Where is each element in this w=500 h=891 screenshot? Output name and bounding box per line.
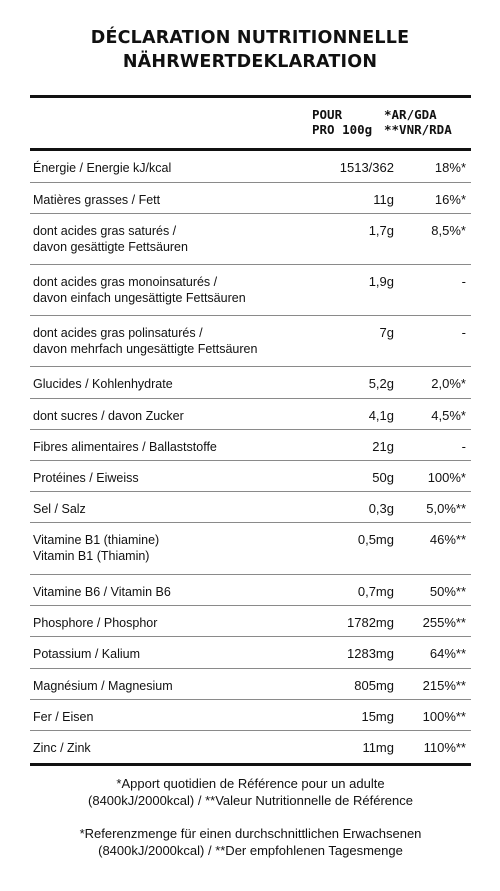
nutrient-amount: 11mg — [362, 740, 394, 755]
table-row — [30, 265, 471, 316]
table-row — [30, 637, 471, 669]
nutrient-label — [33, 325, 257, 357]
title-french: DÉCLARATION NUTRITIONNELLE — [90, 28, 410, 48]
nutrient-label — [33, 615, 157, 631]
nutrient-label-line1: Fibres alimentaires / Ballaststoffe — [33, 440, 217, 454]
nutrient-reference-percent: 50%** — [429, 584, 466, 599]
nutrient-label-line1: Protéines / Eiweiss — [33, 471, 139, 485]
footnote-french-line1: *Apport quotidien de Référence pour un adulte — [116, 776, 385, 791]
nutrient-reference-percent: - — [461, 325, 466, 340]
nutrient-amount: 7g — [379, 325, 394, 340]
nutrient-label-line1: Vitamine B6 / Vitamin B6 — [33, 585, 171, 599]
nutrient-reference-percent: 2,0%* — [431, 376, 466, 391]
nutrient-label-line1: Matières grasses / Fett — [33, 193, 161, 207]
nutrient-label-line2: davon mehrfach ungesättigte Fettsäuren — [33, 342, 258, 356]
table-row — [30, 316, 471, 367]
nutrient-label — [33, 376, 173, 392]
nutrient-reference-percent: - — [461, 274, 466, 289]
nutrient-amount: 1513/362 — [339, 160, 394, 175]
nutrient-amount: 1,9g — [368, 274, 394, 289]
title-german: NÄHRWERTDEKLARATION — [122, 52, 378, 72]
nutrient-reference-percent: 46%** — [429, 532, 466, 547]
nutrient-label — [33, 192, 160, 208]
nutrient-label-line2: Vitamin B1 (Thiamin) — [33, 549, 150, 563]
nutrient-amount: 0,5mg — [357, 532, 394, 547]
nutrient-label-line1: dont acides gras monoinsaturés / — [33, 275, 218, 289]
top-rule — [30, 95, 471, 98]
nutrient-label — [33, 408, 184, 424]
nutrient-reference-percent: 8,5%* — [431, 223, 466, 238]
nutrient-label-line1: Vitamine B1 (thiamine) — [33, 533, 160, 547]
nutrient-reference-percent: 5,0%** — [426, 501, 466, 516]
column-header-per-line1: POUR — [312, 107, 343, 122]
nutrient-reference-percent: - — [461, 439, 466, 454]
nutrient-label-line1: Zinc / Zink — [33, 741, 91, 755]
footnote-german-line2: (8400kJ/2000kcal) / **Der empfohlenen Tagesmenge — [98, 843, 403, 858]
nutrient-label — [33, 740, 91, 756]
table-row — [30, 214, 471, 265]
nutrient-amount: 5,2g — [368, 376, 394, 391]
nutrient-label — [33, 646, 140, 662]
footnote-german-line1: *Referenzmenge für einen durchschnittlichen Erwachsenen — [79, 826, 422, 841]
column-header-per-line2: PRO 100g — [312, 122, 373, 137]
nutrient-label — [33, 678, 173, 694]
nutrient-reference-percent: 18%* — [434, 160, 466, 175]
footnote-german — [30, 825, 471, 859]
nutrient-reference-percent: 110%** — [423, 740, 466, 755]
nutrient-reference-percent: 255%** — [422, 615, 466, 630]
nutrient-label-line1: dont acides gras saturés / — [33, 224, 177, 238]
table-row — [30, 575, 471, 606]
nutrient-label-line1: Fer / Eisen — [33, 710, 94, 724]
nutrient-label — [33, 532, 159, 564]
nutrient-amount: 1283mg — [347, 646, 394, 661]
nutrient-label-line1: Potassium / Kalium — [33, 647, 140, 661]
bottom-rule — [30, 763, 471, 766]
nutrient-label — [33, 501, 86, 517]
nutrient-label — [33, 160, 171, 176]
column-header-ref-line2: **VNR/RDA — [384, 122, 452, 137]
column-header-reference — [384, 107, 452, 137]
table-row — [30, 399, 471, 430]
nutrient-label-line1: dont sucres / davon Zucker — [33, 409, 184, 423]
nutrient-label-line1: Magnésium / Magnesium — [33, 679, 173, 693]
nutrient-label — [33, 470, 139, 486]
nutrient-amount: 1,7g — [368, 223, 394, 238]
nutrient-reference-percent: 215%** — [422, 678, 466, 693]
nutrient-reference-percent: 100%* — [427, 470, 466, 485]
column-header-per-100g — [312, 107, 372, 137]
nutrient-reference-percent: 100%** — [422, 709, 466, 724]
nutrient-label — [33, 274, 246, 306]
footnote-french-line2: (8400kJ/2000kcal) / **Valeur Nutritionnelle de Référence — [88, 793, 413, 808]
nutrient-label-line1: dont acides gras polinsaturés / — [33, 326, 203, 340]
table-row — [30, 731, 471, 762]
nutrient-label-line1: Glucides / Kohlenhydrate — [33, 377, 173, 391]
nutrient-amount: 0,7mg — [357, 584, 394, 599]
nutrient-label — [33, 584, 171, 600]
table-row — [30, 461, 471, 492]
nutrient-amount: 1782mg — [347, 615, 394, 630]
nutrient-label — [33, 709, 93, 725]
table-row — [30, 492, 471, 523]
table-row — [30, 523, 471, 575]
nutrient-amount: 15mg — [361, 709, 394, 724]
nutrient-amount: 0,3g — [368, 501, 394, 516]
nutrient-amount: 21g — [372, 439, 394, 454]
nutrient-label — [33, 439, 217, 455]
nutrient-amount: 4,1g — [368, 408, 394, 423]
nutrient-label-line1: Énergie / Energie kJ/kcal — [33, 161, 172, 175]
nutrition-header — [0, 26, 500, 74]
nutrient-reference-percent: 64%** — [429, 646, 466, 661]
nutrient-label-line1: Sel / Salz — [33, 502, 86, 516]
table-row — [30, 430, 471, 461]
nutrient-amount: 50g — [372, 470, 394, 485]
nutrient-label-line2: davon gesättigte Fettsäuren — [33, 240, 188, 254]
nutrient-label-line2: davon einfach ungesättigte Fettsäuren — [33, 291, 246, 305]
table-row — [30, 669, 471, 700]
column-header-ref-line1: *AR/GDA — [384, 107, 437, 122]
nutrition-table — [30, 151, 471, 762]
footnote-french — [30, 775, 471, 809]
nutrient-label — [33, 223, 188, 255]
nutrient-label-line1: Phosphore / Phosphor — [33, 616, 158, 630]
table-row — [30, 151, 471, 183]
table-row — [30, 606, 471, 637]
nutrient-reference-percent: 4,5%* — [431, 408, 466, 423]
table-row — [30, 367, 471, 399]
table-row — [30, 700, 471, 731]
nutrient-amount: 805mg — [354, 678, 394, 693]
table-row — [30, 183, 471, 214]
nutrient-reference-percent: 16%* — [434, 192, 466, 207]
nutrient-amount: 11g — [373, 192, 394, 207]
